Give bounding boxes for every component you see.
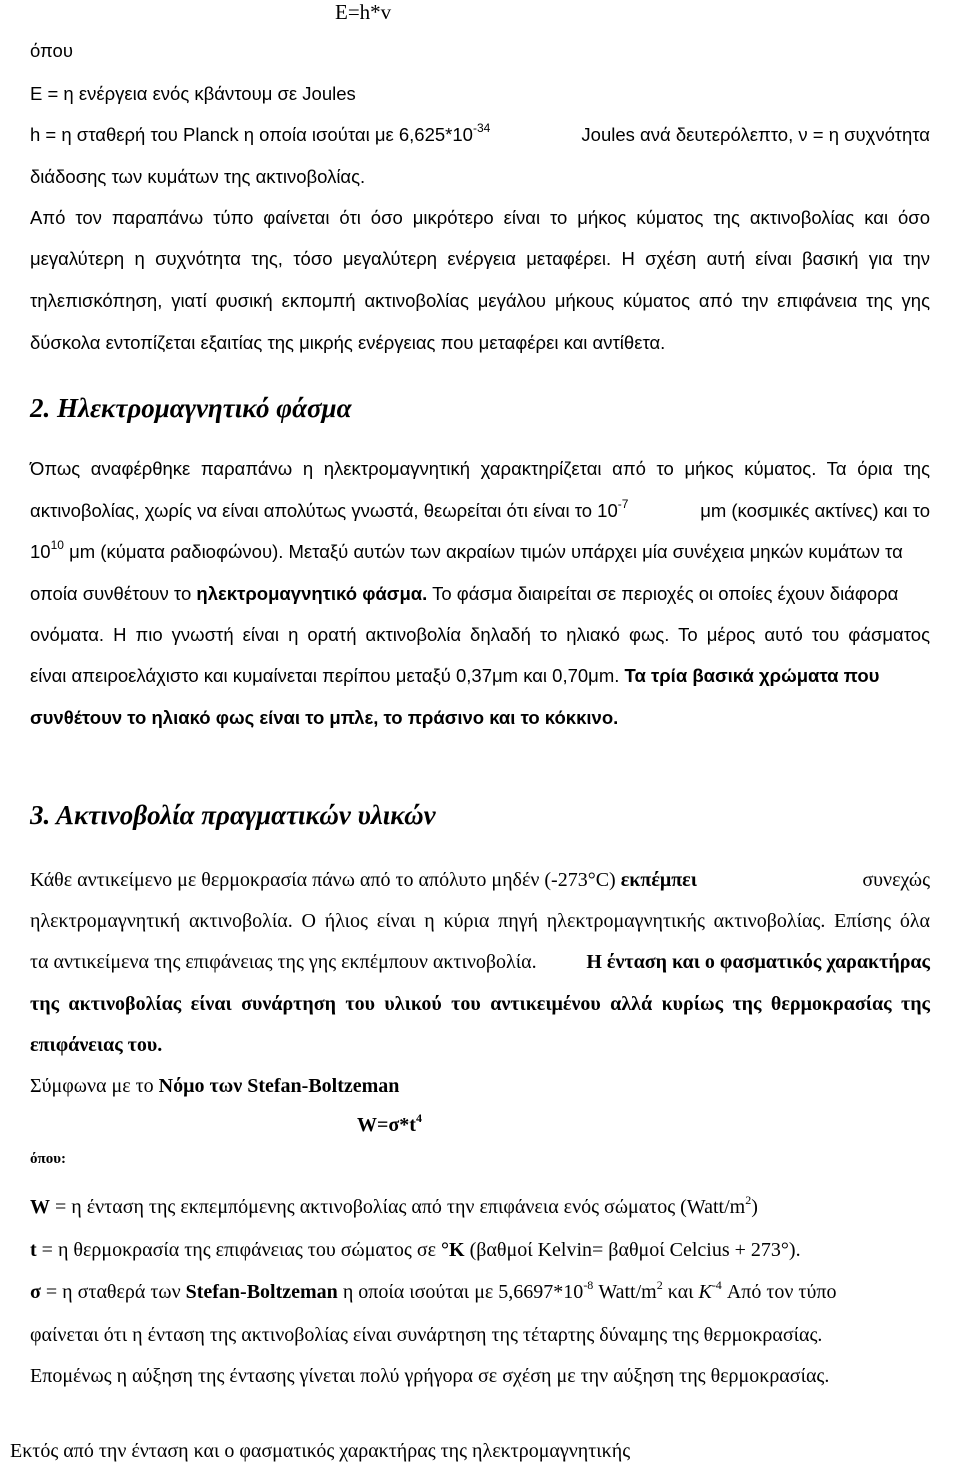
section-heading-2: 2. Ηλεκτρομαγνητικό φάσμα bbox=[30, 393, 352, 423]
formula-e-hv: E=h*v bbox=[335, 0, 392, 24]
def-t: t = η θερμοκρασία της επιφάνειας του σώματος σε °K (βαθμοί Kelvin= βαθμοί Celcius + 273°). bbox=[30, 1239, 801, 1261]
where-label: όπου: bbox=[30, 1151, 66, 1167]
paragraph-line: τηλεπισκόπηση, γιατί φυσική εκπομπή ακτινοβολίας μεγάλου μήκους κύματος από την επιφάνεια της γης bbox=[30, 290, 930, 311]
paragraph-line: $10^{10}$ μm (κύματα ραδιοφώνου). Μεταξύ αυτών των ακραίων τιμών υπάρχει μία συνέχεια μηκών κυμάτων τα bbox=[30, 538, 903, 562]
paragraph-line: Επομένως η αύξηση της έντασης γίνεται πολύ γρήγορα σε σχέση με την αύξηση της θερμοκρασίας. bbox=[30, 1365, 830, 1387]
paragraph-line: ηλεκτρομαγνητική ακτινοβολία. Ο ήλιος είναι η κύρια πηγή ηλεκτρομαγνητικής ακτινοβολίας. Επίσης όλα bbox=[30, 910, 930, 932]
def-planck-cont: διάδοσης των κυμάτων της ακτινοβολίας. bbox=[30, 166, 366, 187]
section-heading-3: 3. Ακτινοβολία πραγματικών υλικών bbox=[30, 800, 436, 830]
paragraph-line: μεγαλύτερη η συχνότητα της, τόσο μεγαλύτερη ενέργεια μεταφέρει. Η σχέση αυτή είναι βασική για την bbox=[30, 248, 930, 269]
paragraph-line: ονόματα. Η πιο γνωστή είναι η ορατή ακτινοβολία δηλαδή το ηλιακό φως. Το μέρος αυτό του φάσματος bbox=[30, 624, 930, 645]
paragraph-line: επιφάνειας του. bbox=[30, 1034, 163, 1056]
paragraph-line: της ακτινοβολίας είναι συνάρτηση του υλικού του αντικειμένου αλλά κυρίως της θερμοκρασίας της bbox=[30, 993, 930, 1015]
formula-stefan: $W=\sigma*t^4$ bbox=[357, 1111, 422, 1136]
paragraph-line: τα αντικείμενα της επιφάνειας της γης εκπέμπουν ακτινοβολία. Η ένταση και ο φασματικός χαρακτήρας bbox=[30, 951, 930, 973]
paragraph-line: Από τον παραπάνω τύπο φαίνεται ότι όσο μικρότερο είναι το μήκος κύματος της ακτινοβολίας και όσο bbox=[30, 207, 930, 228]
paragraph-line: οποία συνθέτουν το ηλεκτρομαγνητικό φάσμα. Το φάσμα διαιρείται σε περιοχές οι οποίες έχουν διάφορα bbox=[30, 583, 899, 604]
paragraph-line: ακτινοβολίας, χωρίς να είναι απολύτως γνωστά, θεωρείται ότι είναι το $10^{-7}$ μm (κοσμικές ακτίνες) και το bbox=[30, 497, 930, 521]
stefan-boltzman-intro: Σύμφωνα με το Νόμο των Stefan-Boltzeman bbox=[30, 1075, 400, 1097]
em-spectrum-term: ηλεκτρομαγνητικό φάσμα. bbox=[196, 583, 428, 604]
def-sigma: σ = η σταθερά των Stefan-Boltzeman η οποία ισούται με $5,6697*10^{-8}$ Watt/$m^2$ και $K^{-4}$ Από τον τύπο bbox=[30, 1278, 837, 1303]
paragraph-line: Εκτός από την ένταση και ο φασματικός χαρακτήρας της ηλεκτρομαγνητικής bbox=[10, 1440, 631, 1462]
where-label: όπου bbox=[30, 40, 73, 61]
paragraph-line: δύσκολα εντοπίζεται εξαιτίας της μικρής ενέργειας που μεταφέρει και αντίθετα. bbox=[30, 332, 666, 353]
def-energy: E = η ενέργεια ενός κβάντουμ σε Joules bbox=[30, 83, 356, 104]
paragraph-line: Κάθε αντικείμενο με θερμοκρασία πάνω από το απόλυτο μηδέν (-273°C) εκπέμπει συνεχώς bbox=[30, 869, 930, 891]
def-w: W = η ένταση της εκπεμπόμενης ακτινοβολίας από την επιφάνεια ενός σώματος $(Watt/m^2)$ bbox=[30, 1193, 758, 1218]
paragraph-line: είναι απειροελάχιστο και κυμαίνεται περίπου μεταξύ 0,37μm και 0,70μm. Τα τρία βασικά χρώματα που bbox=[30, 665, 880, 686]
paragraph-line: συνθέτουν το ηλιακό φως είναι το μπλε, το πράσινο και το κόκκινο. bbox=[30, 707, 619, 728]
def-planck: h = η σταθερή του Planck η οποία ισούται με $6,625*10^{-34}$ Joules ανά δευτερόλεπτο, ν = η συχνότητα bbox=[30, 121, 930, 145]
paragraph-line: φαίνεται ότι η ένταση της ακτινοβολίας είναι συνάρτηση της τέταρτης δύναμης της θερμοκρασίας. bbox=[30, 1324, 823, 1346]
paragraph-line: Όπως αναφέρθηκε παραπάνω η ηλεκτρομαγνητική χαρακτηρίζεται από το μήκος κύματος. Τα όρια της bbox=[30, 458, 930, 479]
